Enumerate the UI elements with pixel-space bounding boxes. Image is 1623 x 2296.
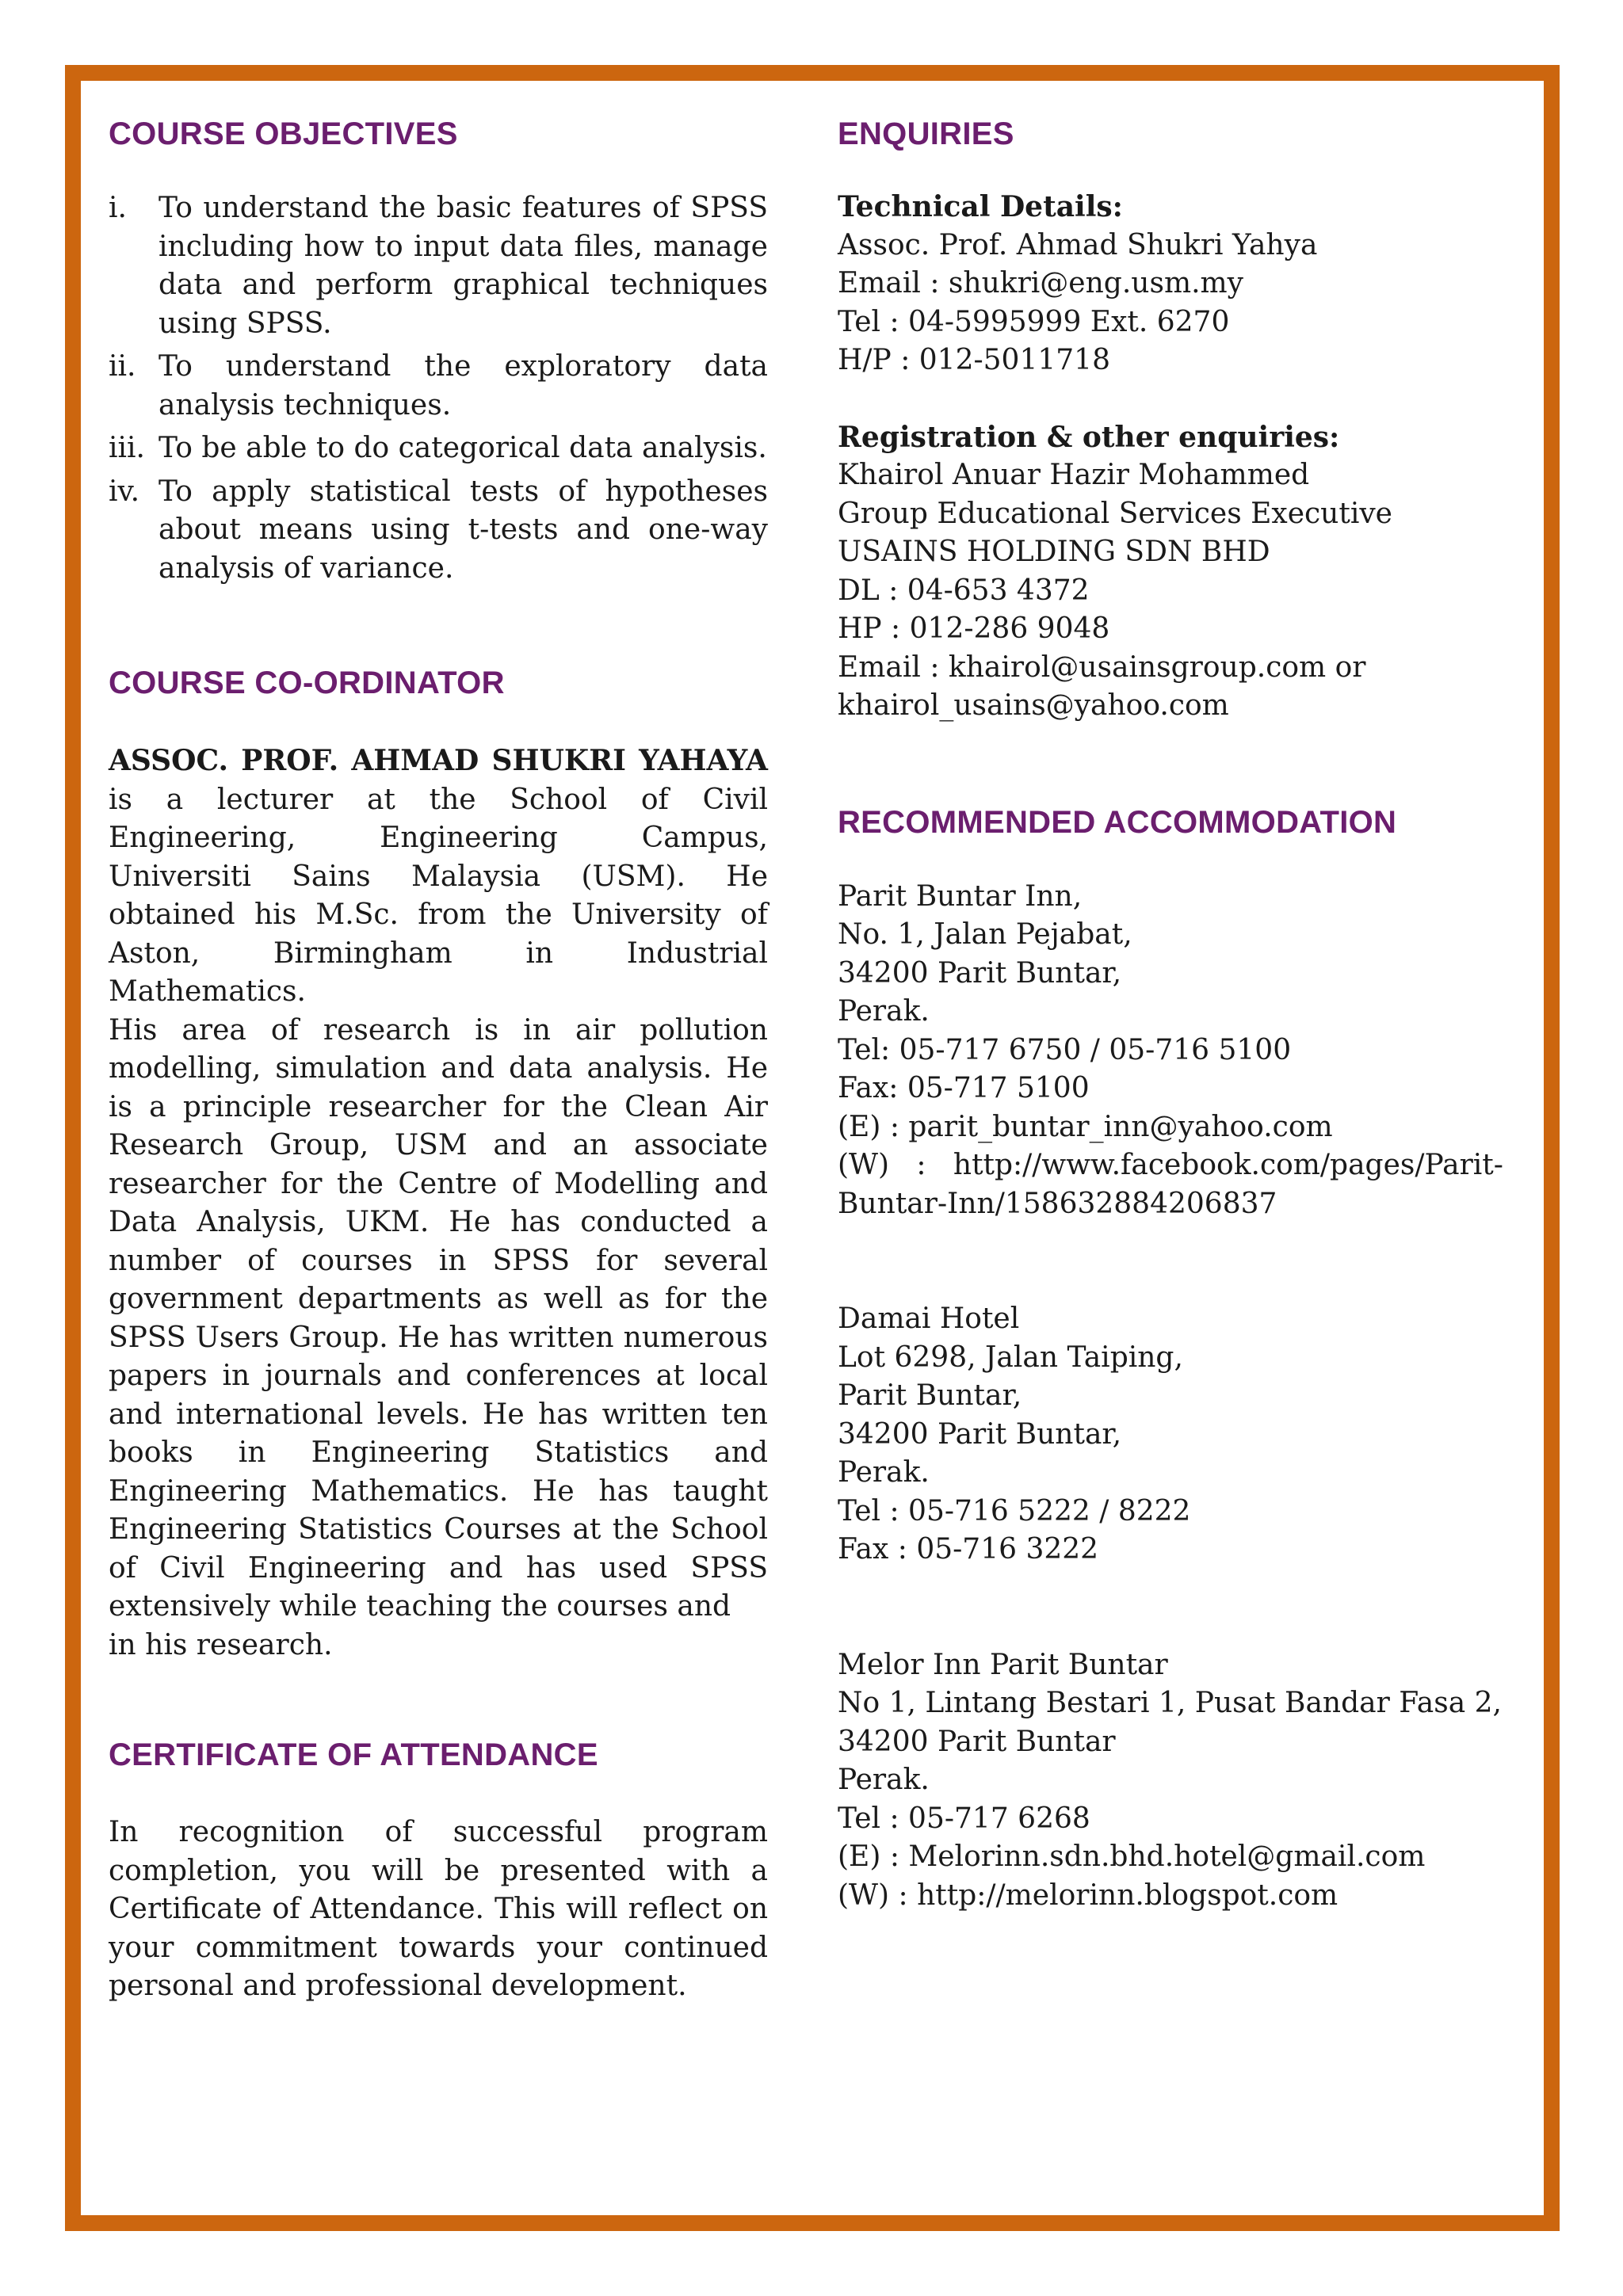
certificate-heading: CERTIFICATE OF ATTENDANCE bbox=[109, 1737, 598, 1772]
registration-email: Email : khairol@usainsgroup.com or bbox=[838, 650, 1366, 684]
technical-details-block bbox=[838, 188, 1511, 380]
hotel-parit-buntar-inn: Parit Buntar Inn, No. 1, Jalan Pejabat, 34200 Parit Buntar, Perak. Tel: 05-717 6750 / 05-716 5100 Fax: 05-717 5100 (E) : parit_buntar_inn@yahoo.com (W) : http://www.facebook.com/pages/Parit- Buntar-Inn/158632884206837 bbox=[838, 879, 1503, 1220]
coordinator-bio-intro: ASSOC. PROF. AHMAD SHUKRI YAHAYA is a lecturer at the School of Civil Engineering, Engineering Campus, Universiti Sains Malaysia (USM). He obtained his M.Sc. from the University of Aston, Birmingham in Industrial Mathematics. bbox=[109, 744, 768, 1008]
enquiries-heading: ENQUIRIES bbox=[838, 116, 1014, 151]
course-objectives-heading: COURSE OBJECTIVES bbox=[109, 116, 458, 151]
registration-dl: DL : 04-653 4372 bbox=[838, 574, 1090, 607]
hotel-damai: Damai Hotel Lot 6298, Jalan Taiping, Parit Buntar, 34200 Parit Buntar, Perak. Tel : 05-716 5222 / 8222 Fax : 05-716 3222 bbox=[838, 1302, 1191, 1566]
registration-block bbox=[838, 418, 1511, 726]
registration-role: Group Educational Services Executive bbox=[838, 497, 1392, 530]
hotel-melor-inn: Melor Inn Parit Buntar No 1, Lintang Bestari 1, Pusat Bandar Fasa 2, 34200 Parit Buntar Perak. Tel : 05-717 6268 (E) : Melorinn.sdn.bhd.hotel@gmail.com (W) : http://melorinn.blogspot.com bbox=[838, 1648, 1502, 1912]
technical-contact-name: Assoc. Prof. Ahmad Shukri Yahya bbox=[838, 228, 1318, 261]
technical-hp: H/P : 012-5011718 bbox=[838, 344, 1110, 376]
registration-hp: HP : 012-286 9048 bbox=[838, 612, 1110, 645]
coordinator-name: ASSOC. PROF. AHMAD SHUKRI YAHAYA bbox=[109, 744, 768, 777]
registration-email-alt: khairol_usains@yahoo.com bbox=[838, 689, 1229, 722]
objectives-list bbox=[109, 189, 768, 588]
left-column bbox=[109, 115, 768, 2006]
technical-email: Email : shukri@eng.usm.my bbox=[838, 267, 1243, 299]
coordinator-bio-research: His area of research is in air pollution modelling, simulation and data analysis. He is a principle researcher for the Clean Air Research Group, USM and an associate researcher for the Centre of Modelling and Data Analysis, UKM. He has conducted a number of courses in SPSS for several government departments as well as for the SPSS Users Group. He has written numerous papers in journals and conferences at local and international levels. He has written ten books in Engineering Statistics and Engineering Mathematics. He has taught Engineering Statistics Courses at the School of Civil Engineering and has used SPSS extensively while teaching the courses and bbox=[109, 1013, 768, 1623]
certificate-text: In recognition of successful program completion, you will be presented with a Certificate of Attendance. This will reflect on your commitment towards your continued personal and professional development. bbox=[109, 1816, 768, 2002]
coordinator-bio-end: in his research. bbox=[109, 1628, 333, 1661]
registration-contact-name: Khairol Anuar Hazir Mohammed bbox=[838, 459, 1310, 491]
accommodation-heading: RECOMMENDED ACCOMMODATION bbox=[838, 804, 1397, 840]
list-item: iv. To apply statistical tests of hypotheses about means using t-tests and one-way analysis of variance. bbox=[109, 475, 768, 585]
registration-company: USAINS HOLDING SDN BHD bbox=[838, 536, 1270, 568]
course-coordinator-heading: COURSE CO-ORDINATOR bbox=[109, 666, 505, 700]
list-item: iii. To be able to do categorical data analysis. bbox=[109, 432, 767, 464]
technical-details-title: Technical Details: bbox=[838, 190, 1123, 223]
registration-title: Registration & other enquiries: bbox=[838, 420, 1340, 454]
list-item: ii. To understand the exploratory data analysis techniques. bbox=[109, 350, 768, 421]
technical-tel: Tel : 04-5995999 Ext. 6270 bbox=[838, 305, 1230, 338]
list-item: i. To understand the basic features of SPSS including how to input data files, manage data and perform graphical techniques using SPSS. bbox=[109, 192, 768, 340]
right-column bbox=[838, 115, 1511, 1915]
